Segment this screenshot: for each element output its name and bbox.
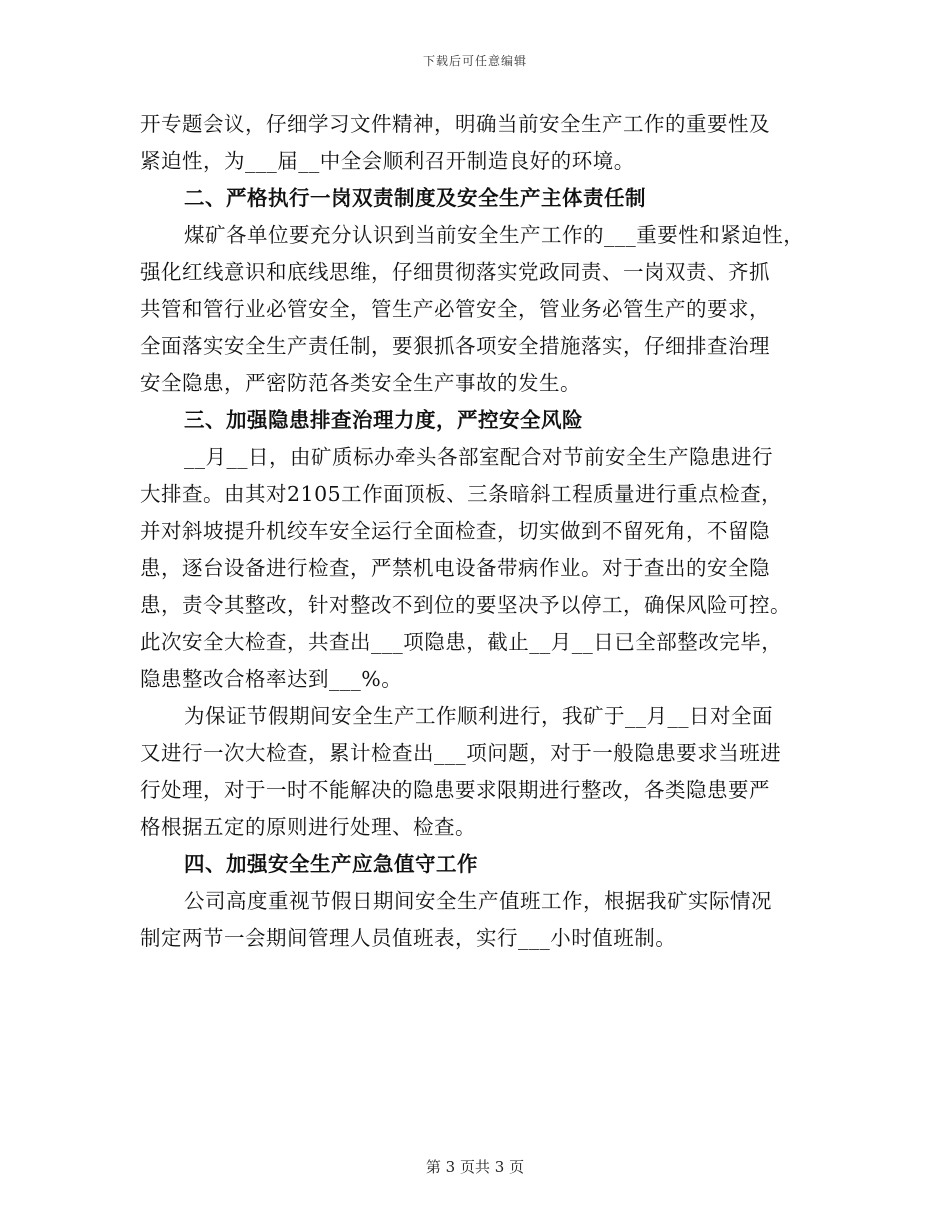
paragraph-line: 格根据五定的原则进行处理、检查。 xyxy=(140,815,476,839)
paragraph-line: __月__日，由矿质标办牵头各部室配合对节前安全生产隐患进行 xyxy=(184,445,773,469)
section-heading-2: 二、严格执行一岗双责制度及安全生产主体责任制 xyxy=(184,186,646,210)
paragraph-line: 开专题会议，仔细学习文件精神，明确当前安全生产工作的重要性及 xyxy=(140,112,770,136)
document-body xyxy=(140,106,830,957)
section-heading-3: 三、加强隐患排查治理力度，严控安全风险 xyxy=(184,408,583,432)
paragraph-line: 煤矿各单位要充分认识到当前安全生产工作的___重要性和紧迫性， xyxy=(184,223,805,247)
page-number: 第 3 页共 3 页 xyxy=(425,1158,525,1176)
paragraph-line: 制定两节一会期间管理人员值班表，实行___小时值班制。 xyxy=(140,926,677,950)
paragraph-line: 并对斜坡提升机绞车安全运行全面检查，切实做到不留死角，不留隐 xyxy=(140,519,770,543)
paragraph-line: 隐患整改合格率达到___%。 xyxy=(140,667,403,691)
paragraph-line: 全面落实安全生产责任制，要狠抓各项安全措施落实，仔细排查治理 xyxy=(140,334,770,358)
paragraph-line: 又进行一次大检查，累计检查出___项问题，对于一般隐患要求当班进 xyxy=(140,741,782,765)
paragraph-line: 行处理，对于一时不能解决的隐患要求限期进行整改，各类隐患要严 xyxy=(140,778,770,802)
paragraph-line: 强化红线意识和底线思维，仔细贯彻落实党政同责、一岗双责、齐抓 xyxy=(140,260,770,284)
paragraph-line: 大排查。由其对2105工作面顶板、三条暗斜工程质量进行重点检查， xyxy=(140,482,783,506)
section-heading-4: 四、加强安全生产应急值守工作 xyxy=(184,852,478,876)
paragraph-line: 紧迫性，为___届__中全会顺利召开制造良好的环境。 xyxy=(140,149,635,173)
paragraph-line: 公司高度重视节假日期间安全生产值班工作，根据我矿实际情况 xyxy=(184,889,772,913)
paragraph-line: 患，逐台设备进行检查，严禁机电设备带病作业。对于查出的安全隐 xyxy=(140,556,770,580)
page-header: 下载后可任意编辑 xyxy=(422,54,527,68)
paragraph-line: 为保证节假期间安全生产工作顺利进行，我矿于__月__日对全面 xyxy=(184,704,773,728)
paragraph-line: 患，责令其整改，针对整改不到位的要坚决予以停工，确保风险可控。 xyxy=(140,593,791,617)
paragraph-line: 此次安全大检查，共查出___项隐患，截止__月__日已全部整改完毕， xyxy=(140,630,783,654)
paragraph-line: 安全隐患，严密防范各类安全生产事故的发生。 xyxy=(140,371,581,395)
paragraph-line: 共管和管行业必管安全，管生产必管安全，管业务必管生产的要求， xyxy=(140,297,770,321)
